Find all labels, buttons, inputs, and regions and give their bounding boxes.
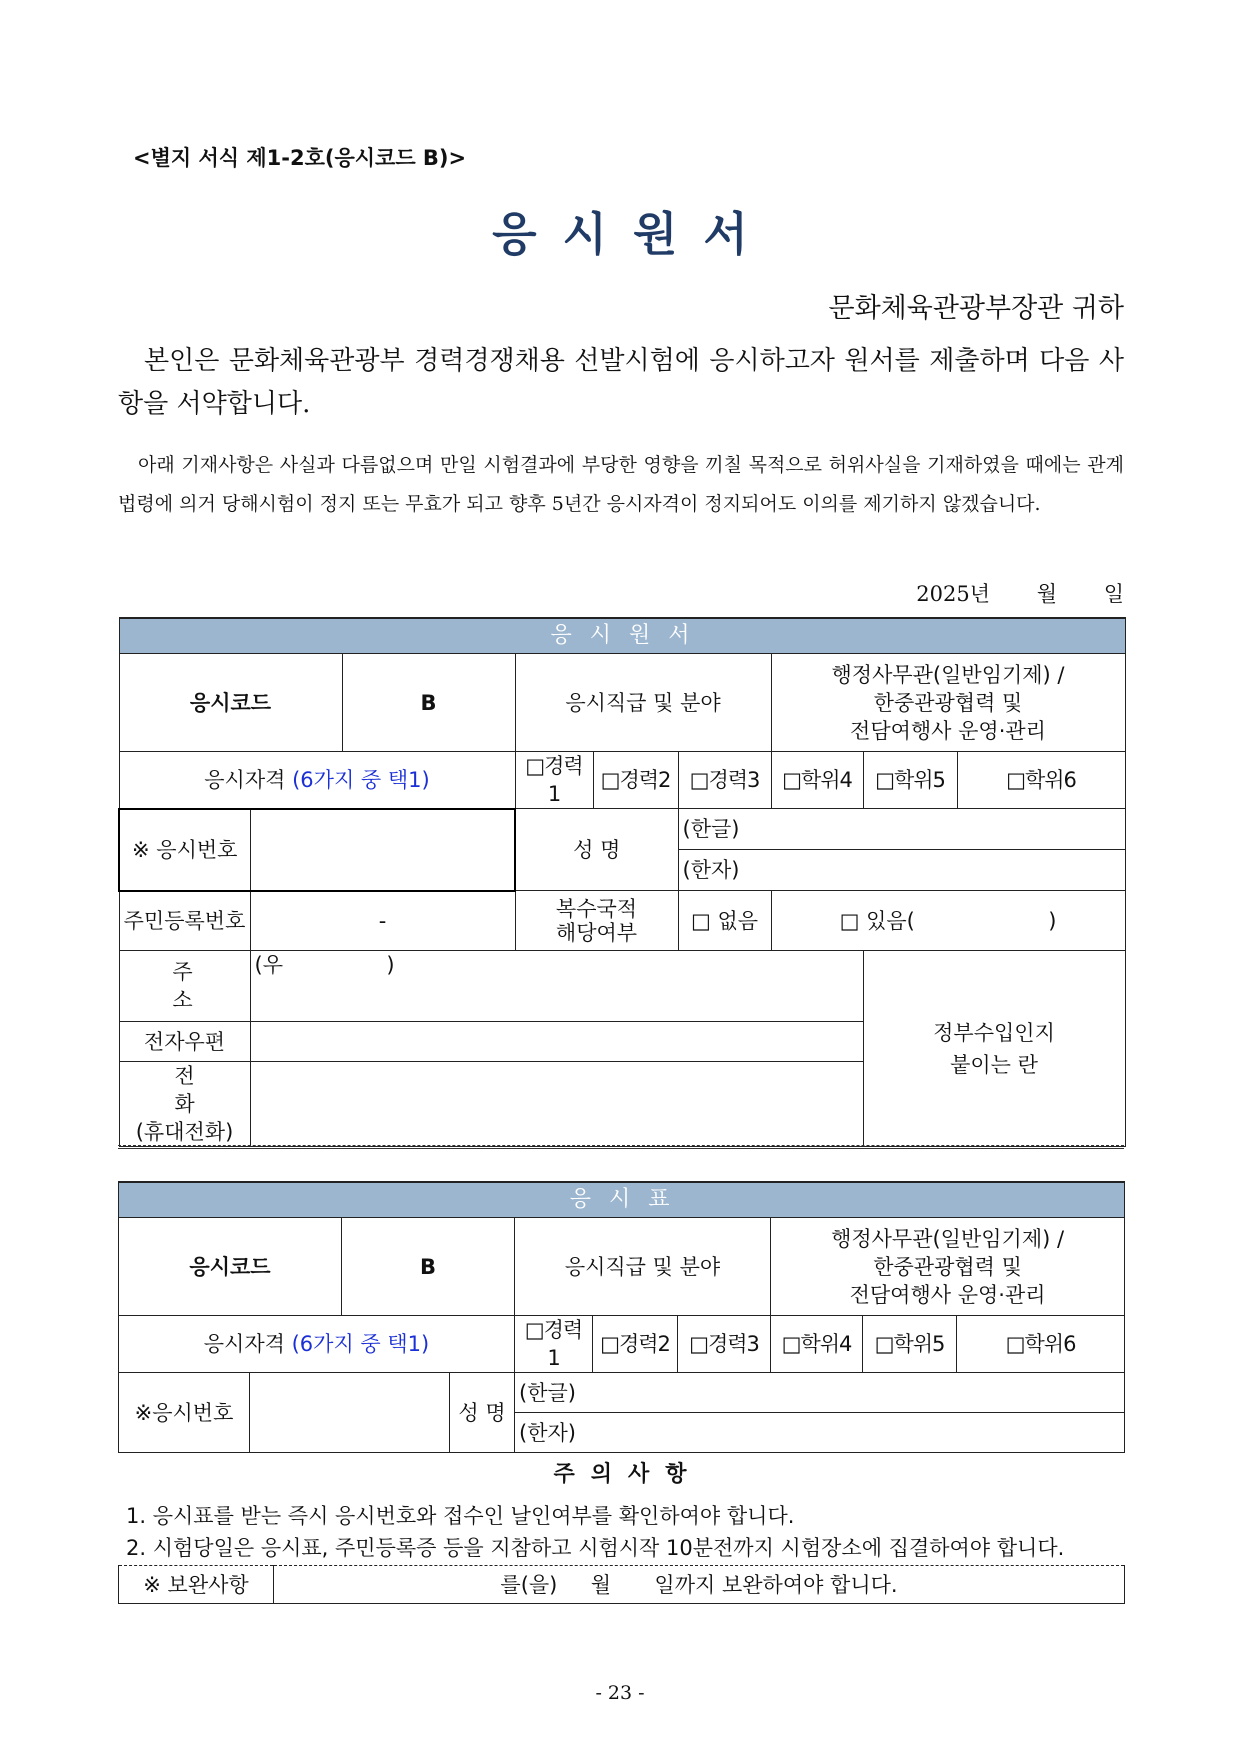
address-label: 주 소 <box>119 951 250 1022</box>
ticket-qual-career3[interactable]: □경력3 <box>678 1316 771 1373</box>
qualification-note: (6가지 중 택1) <box>292 767 430 792</box>
ticket-exam-number-field[interactable] <box>250 1373 450 1453</box>
exam-number-label: ※ 응시번호 <box>119 809 250 891</box>
qualification-label-text: 응시자격 <box>204 767 286 792</box>
revenue-stamp-area <box>863 951 1125 1147</box>
name-hanja-field[interactable]: (한자) <box>678 850 1125 891</box>
ticket-qualification-note: (6가지 중 택1) <box>291 1332 430 1356</box>
ticket-qual-degree6[interactable]: □학위6 <box>957 1316 1125 1373</box>
qual-option-career2[interactable]: □경력2 <box>593 752 678 809</box>
ticket-qualification-label <box>119 1316 515 1373</box>
stamp-label-line-1: 정부수입인지 <box>933 1020 1055 1045</box>
rrn-field[interactable]: - <box>250 891 515 951</box>
ticket-qual-degree4[interactable]: □학위4 <box>771 1316 863 1373</box>
phone-field[interactable] <box>250 1062 863 1147</box>
supplement-label: ※ 보완사항 <box>119 1566 274 1604</box>
code-value: B <box>342 654 515 752</box>
notice-item-1: 1. 응시표를 받는 즉시 응시번호와 접수인 날인여부를 확인하여야 합니다. <box>126 1504 795 1528</box>
dual-yes-text: □ 있음( <box>839 908 915 933</box>
position-label: 응시직급 및 분야 <box>515 654 771 752</box>
ticket-position-line-1: 행정사무관(일반임기제) / <box>831 1226 1065 1251</box>
dual-yes-close: ) <box>1048 908 1057 933</box>
qual-option-career1[interactable]: □경력1 <box>515 752 593 809</box>
position-value-line-1: 행정사무관(일반임기제) / <box>831 662 1065 687</box>
ticket-code-value: B <box>342 1218 515 1316</box>
notice-title: 주의사항 <box>553 1462 703 1487</box>
date-month[interactable]: 월 <box>1036 582 1058 606</box>
addressee: 문화체육관광부장관 귀하 <box>828 293 1124 324</box>
position-value-line-3: 전담여행사 운영·관리 <box>850 718 1046 743</box>
phone-label <box>119 1062 250 1147</box>
date-day[interactable]: 일 <box>1103 582 1124 606</box>
ticket-code-label: 응시코드 <box>119 1218 342 1316</box>
ticket-position-line-2: 한중관광협력 및 <box>873 1254 1022 1279</box>
page-number: - 23 - <box>595 1682 645 1704</box>
name-label: 성 명 <box>515 809 678 891</box>
ticket-name-hanja[interactable]: (한자) <box>515 1413 1125 1453</box>
phone-label-line-2: (휴대전화) <box>135 1120 234 1144</box>
rrn-label: 주민등록번호 <box>119 891 250 951</box>
phone-label-line-1: 전 화 <box>174 1064 215 1116</box>
ticket-qual-career2[interactable]: □경력2 <box>593 1316 678 1373</box>
ticket-table <box>118 1181 1125 1453</box>
dual-no-option[interactable]: □ 없음 <box>678 891 771 951</box>
ticket-position-label: 응시직급 및 분야 <box>515 1218 771 1316</box>
date-year[interactable]: 2025년 <box>916 582 991 606</box>
date-line <box>916 578 1124 608</box>
address-postal-close: ) <box>386 953 395 977</box>
address-field[interactable] <box>250 951 863 1022</box>
stamp-label-line-2: 붙이는 란 <box>950 1052 1038 1077</box>
ticket-position-value <box>771 1218 1125 1316</box>
pledge-paragraph: 아래 기재사항은 사실과 다름없으며 만일 시험결과에 부당한 영향을 끼칠 목적으로 허위사실을 기재하였을 때에는 관계법령에 의거 당해시험이 정지 또는 무효가 되고 향후 5년간 응시자격이 정지되어도 이의를 제기하지 않겠습니다. <box>118 454 1124 515</box>
name-korean-field[interactable]: (한글) <box>678 809 1125 850</box>
email-field[interactable] <box>250 1022 863 1062</box>
supplement-text-3: 일까지 보완하여야 합니다. <box>654 1572 898 1597</box>
ticket-header: 응시표 <box>119 1182 1125 1218</box>
exam-number-field[interactable] <box>250 809 515 891</box>
ticket-exam-number-label: ※응시번호 <box>119 1373 250 1453</box>
position-value-line-2: 한중관광협력 및 <box>873 690 1023 715</box>
cut-line <box>118 1145 1124 1146</box>
page-title: 응시원서 <box>492 207 774 261</box>
supplement-text-1: 를(을) <box>500 1572 558 1597</box>
qual-option-degree5[interactable]: □학위5 <box>863 752 957 809</box>
notice-item-2: 2. 시험당일은 응시표, 주민등록증 등을 지참하고 시험시작 10분전까지 시험장소에 집결하여야 합니다. <box>126 1536 1065 1560</box>
dual-label-line-1: 복수국적 <box>555 896 638 921</box>
application-table <box>118 617 1126 1147</box>
intro-paragraph: 본인은 문화체육관광부 경력경쟁채용 선발시험에 응시하고자 원서를 제출하며 다음 사항을 서약합니다. <box>118 346 1124 419</box>
code-label: 응시코드 <box>119 654 342 752</box>
ticket-qual-career1[interactable]: □경력1 <box>515 1316 593 1373</box>
qual-option-degree6[interactable]: □학위6 <box>957 752 1125 809</box>
qual-option-career3[interactable]: □경력3 <box>678 752 771 809</box>
address-postal: (우 <box>254 953 283 977</box>
supplement-table <box>118 1565 1125 1604</box>
supplement-text-2: 월 <box>590 1572 612 1597</box>
ticket-position-line-3: 전담여행사 운영·관리 <box>849 1282 1046 1307</box>
qual-option-degree4[interactable]: □학위4 <box>771 752 863 809</box>
dual-nationality-label <box>515 891 678 951</box>
email-label: 전자우편 <box>119 1022 250 1062</box>
cut-line-2 <box>118 1148 1124 1149</box>
dual-yes-option[interactable] <box>771 891 1125 951</box>
ticket-name-label: 성 명 <box>450 1373 515 1453</box>
position-value <box>771 654 1125 752</box>
qualification-label <box>119 752 515 809</box>
supplement-text[interactable] <box>274 1566 1125 1604</box>
ticket-qualification-text: 응시자격 <box>203 1332 285 1356</box>
dual-label-line-2: 해당여부 <box>555 920 638 945</box>
ticket-name-korean[interactable]: (한글) <box>515 1373 1125 1413</box>
ticket-qual-degree5[interactable]: □학위5 <box>863 1316 957 1373</box>
application-header: 응시원서 <box>119 618 1125 654</box>
form-label: <별지 서식 제1-2호(응시코드 B)> <box>133 146 467 170</box>
